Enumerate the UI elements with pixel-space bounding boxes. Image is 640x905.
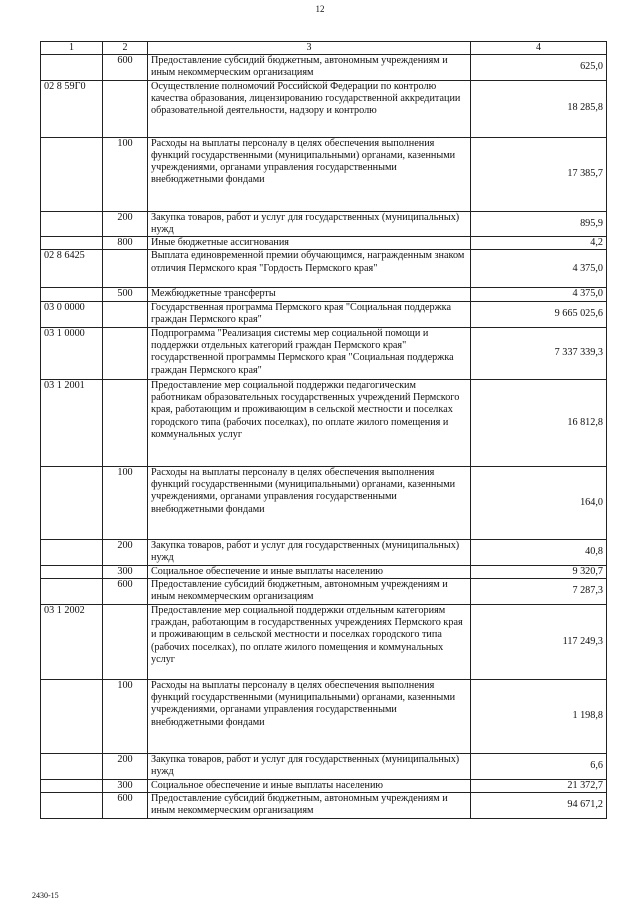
- kind-cell: 600: [103, 792, 148, 818]
- description-cell: Расходы на выплаты персоналу в целях обеспечения выполнения функций государственными (муниципальными) органами, казенными учреждениями, органами управления государственными внебюджетными фондами: [148, 679, 471, 753]
- code-cell: [41, 565, 103, 578]
- table-row: [41, 301, 607, 327]
- table-header-row: [41, 42, 607, 55]
- kind-cell: 600: [103, 579, 148, 605]
- description-cell: Закупка товаров, работ и услуг для государственных (муниципальных) нужд: [148, 539, 471, 565]
- table-row: [41, 579, 607, 605]
- amount-cell: 17 385,7: [471, 137, 607, 211]
- code-cell: 03 0 0000: [41, 301, 103, 327]
- code-cell: [41, 55, 103, 81]
- amount-cell: 895,9: [471, 211, 607, 237]
- code-cell: [41, 288, 103, 301]
- amount-cell: 625,0: [471, 55, 607, 81]
- table-row: [41, 55, 607, 81]
- amount-cell: 9 665 025,6: [471, 301, 607, 327]
- budget-table: [40, 41, 607, 819]
- kind-cell: [103, 301, 148, 327]
- amount-cell: 21 372,7: [471, 779, 607, 792]
- amount-cell: 7 337 339,3: [471, 327, 607, 379]
- code-cell: 03 1 2001: [41, 379, 103, 466]
- page-number: 12: [315, 4, 325, 14]
- kind-cell: 100: [103, 137, 148, 211]
- header-col-3: 3: [148, 42, 471, 55]
- kind-cell: 300: [103, 779, 148, 792]
- table-row: [41, 379, 607, 466]
- header-col-1: 1: [41, 42, 103, 55]
- footer-code: 2430-15: [32, 891, 59, 900]
- description-cell: Предоставление субсидий бюджетным, автономным учреждениям и иным некоммерческим организациям: [148, 55, 471, 81]
- code-cell: [41, 237, 103, 250]
- table-row: [41, 753, 607, 779]
- amount-cell: 164,0: [471, 466, 607, 539]
- kind-cell: 500: [103, 288, 148, 301]
- description-cell: Межбюджетные трансферты: [148, 288, 471, 301]
- amount-cell: 94 671,2: [471, 792, 607, 818]
- code-cell: [41, 539, 103, 565]
- amount-cell: 4 375,0: [471, 250, 607, 288]
- header-col-2: 2: [103, 42, 148, 55]
- description-cell: Выплата единовременной премии обучающимся, награжденным знаком отличия Пермского края "Гордость Пермского края": [148, 250, 471, 288]
- table-row: [41, 604, 607, 679]
- description-cell: Закупка товаров, работ и услуг для государственных (муниципальных) нужд: [148, 753, 471, 779]
- kind-cell: [103, 604, 148, 679]
- description-cell: Расходы на выплаты персоналу в целях обеспечения выполнения функций государственными (муниципальными) органами, казенными учреждениями, органами управления государственными внебюджетными фондами: [148, 466, 471, 539]
- code-cell: [41, 792, 103, 818]
- code-cell: [41, 466, 103, 539]
- code-cell: [41, 211, 103, 237]
- description-cell: Государственная программа Пермского края "Социальная поддержка граждан Пермского края": [148, 301, 471, 327]
- kind-cell: 300: [103, 565, 148, 578]
- kind-cell: 200: [103, 539, 148, 565]
- description-cell: Расходы на выплаты персоналу в целях обеспечения выполнения функций государственными (муниципальными) органами, казенными учреждениями, органами управления государственными внебюджетными фондами: [148, 137, 471, 211]
- table-row: [41, 211, 607, 237]
- kind-cell: [103, 327, 148, 379]
- description-cell: Социальное обеспечение и иные выплаты населению: [148, 779, 471, 792]
- description-cell: Социальное обеспечение и иные выплаты населению: [148, 565, 471, 578]
- code-cell: 02 8 59Г0: [41, 80, 103, 137]
- code-cell: 03 1 0000: [41, 327, 103, 379]
- amount-cell: 9 320,7: [471, 565, 607, 578]
- amount-cell: 40,8: [471, 539, 607, 565]
- amount-cell: 7 287,3: [471, 579, 607, 605]
- table-row: [41, 779, 607, 792]
- description-cell: Предоставление мер социальной поддержки отдельным категориям граждан, работающим в государственных учреждениях Пермского края и проживающим в сельской местности и поселках городского типа (рабочих поселках), по оплате жилого помещения и коммунальных услуг: [148, 604, 471, 679]
- kind-cell: 200: [103, 753, 148, 779]
- kind-cell: 600: [103, 55, 148, 81]
- table-row: [41, 539, 607, 565]
- code-cell: [41, 779, 103, 792]
- amount-cell: 18 285,8: [471, 80, 607, 137]
- table-row: [41, 327, 607, 379]
- table-row: [41, 288, 607, 301]
- description-cell: Закупка товаров, работ и услуг для государственных (муниципальных) нужд: [148, 211, 471, 237]
- kind-cell: 100: [103, 679, 148, 753]
- table-row: [41, 250, 607, 288]
- code-cell: [41, 579, 103, 605]
- description-cell: Осуществление полномочий Российской Федерации по контролю качества образования, лицензированию государственной аккредитации образовательной деятельности, надзору и контролю: [148, 80, 471, 137]
- table-row: [41, 237, 607, 250]
- amount-cell: 1 198,8: [471, 679, 607, 753]
- amount-cell: 6,6: [471, 753, 607, 779]
- description-cell: Предоставление мер социальной поддержки педагогическим работникам образовательных государственных учреждений Пермского края, работающим и проживающим в сельской местности и поселках городского типа (рабочих поселках), по оплате жилого помещения и коммунальных услуг: [148, 379, 471, 466]
- code-cell: [41, 679, 103, 753]
- amount-cell: 4 375,0: [471, 288, 607, 301]
- amount-cell: 4,2: [471, 237, 607, 250]
- table-row: [41, 137, 607, 211]
- amount-cell: 117 249,3: [471, 604, 607, 679]
- table-row: [41, 565, 607, 578]
- table-row: [41, 466, 607, 539]
- description-cell: Подпрограмма "Реализация системы мер социальной помощи и поддержки отдельных категорий граждан Пермского края" государственной программы Пермского края "Социальная поддержка граждан Пермского края": [148, 327, 471, 379]
- code-cell: 03 1 2002: [41, 604, 103, 679]
- kind-cell: 100: [103, 466, 148, 539]
- table-row: [41, 792, 607, 818]
- kind-cell: 200: [103, 211, 148, 237]
- description-cell: Иные бюджетные ассигнования: [148, 237, 471, 250]
- kind-cell: 800: [103, 237, 148, 250]
- kind-cell: [103, 250, 148, 288]
- description-cell: Предоставление субсидий бюджетным, автономным учреждениям и иным некоммерческим организациям: [148, 579, 471, 605]
- amount-cell: 16 812,8: [471, 379, 607, 466]
- table-row: [41, 679, 607, 753]
- code-cell: [41, 137, 103, 211]
- code-cell: 02 8 6425: [41, 250, 103, 288]
- header-col-4: 4: [471, 42, 607, 55]
- table-row: [41, 80, 607, 137]
- kind-cell: [103, 379, 148, 466]
- description-cell: Предоставление субсидий бюджетным, автономным учреждениям и иным некоммерческим организациям: [148, 792, 471, 818]
- kind-cell: [103, 80, 148, 137]
- code-cell: [41, 753, 103, 779]
